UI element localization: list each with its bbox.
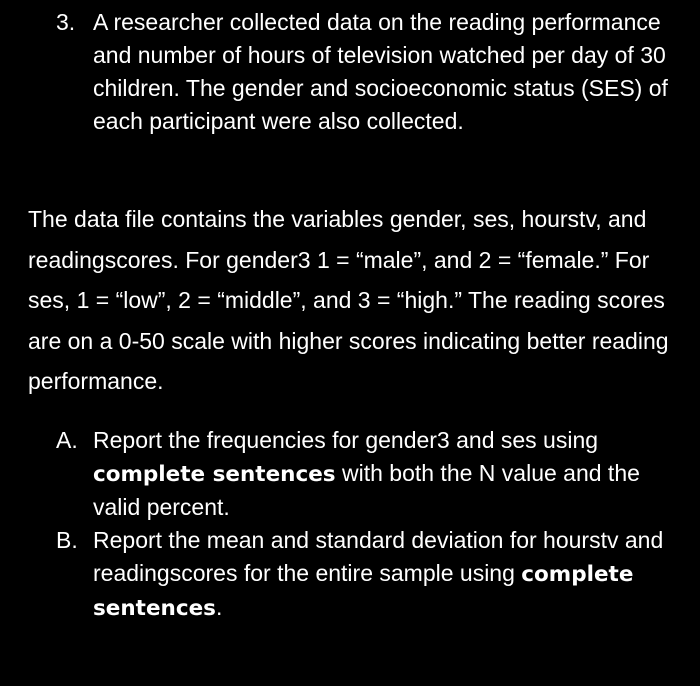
sub-question-text (93, 424, 676, 524)
sub-question-text-end: . (215, 594, 223, 620)
question-text: A researcher collected data on the reading performance and number of hours of television watched per day of 30 children. The gender and socioeconomic status (SES) of each participant were also collected. (93, 9, 668, 134)
emphasis-text: complete sentences (93, 562, 634, 621)
emphasis-text: complete sentences (93, 462, 336, 487)
data-description-paragraph: The data file contains the variables gender, ses, hourstv, and readingscores. For gender3 1 = “male”, and 2 = “female.” For ses, 1 = “low”, 2 = “middle”, and 3 = “high.” The reading scores are on a 0-50 scale with higher scores indicating better reading performance. (28, 206, 669, 394)
sub-question-b (56, 524, 676, 625)
question-3 (56, 6, 676, 138)
sub-question-list (56, 424, 676, 625)
sub-question-text (93, 524, 676, 625)
sub-question-a (56, 424, 676, 524)
question-number: 3. (56, 9, 76, 35)
sub-question-marker: A. (56, 427, 78, 453)
sub-question-text-end: with both the N value and the valid percent. (93, 460, 640, 520)
sub-question-marker: B. (56, 527, 78, 553)
sub-question-text-start: Report the mean and standard deviation for hourstv and readingscores for the entire sample using (93, 527, 664, 586)
sub-question-text-start: Report the frequencies for gender3 and ses using (93, 427, 599, 453)
